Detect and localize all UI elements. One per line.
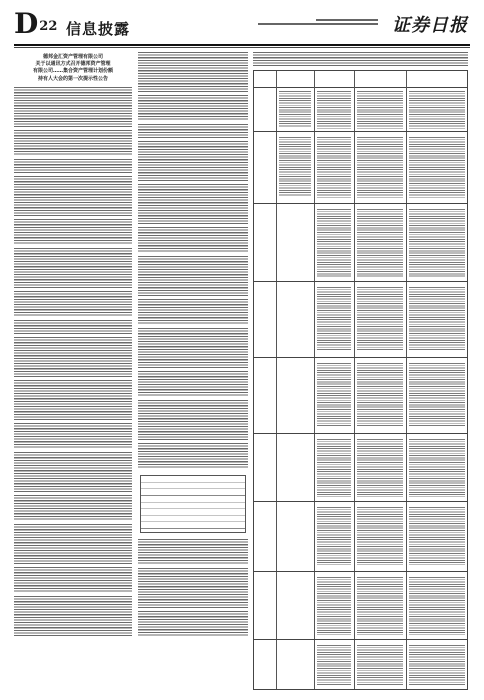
table-cell — [317, 209, 351, 277]
body-text — [138, 371, 248, 397]
table-cell — [409, 287, 465, 351]
embedded-table — [140, 475, 246, 533]
body-text — [14, 159, 132, 173]
headline-line: 持有人大会的第一次提示性公告 — [37, 75, 108, 82]
table-cell — [357, 137, 403, 199]
table-cell — [317, 507, 351, 565]
body-text — [138, 611, 248, 637]
headline-line: 德邦金汇资产管理有限公司 — [42, 54, 103, 60]
table-row — [254, 357, 467, 358]
masthead-rule — [14, 44, 470, 46]
table-row — [254, 131, 467, 132]
body-text — [138, 184, 248, 224]
table-cell — [317, 91, 351, 129]
body-text — [14, 524, 132, 564]
body-text — [138, 256, 248, 296]
body-text — [14, 320, 132, 334]
table-row — [254, 281, 467, 282]
table-cell — [317, 645, 351, 685]
table-column-divider — [314, 71, 315, 689]
article-column-2 — [138, 52, 248, 692]
table-cell — [317, 287, 351, 351]
body-text — [14, 567, 132, 593]
section-title: 信息披露 — [66, 20, 131, 38]
body-text — [138, 124, 248, 138]
article-headline — [14, 54, 132, 83]
body-text — [14, 87, 132, 127]
body-text — [14, 380, 132, 420]
body-text — [138, 227, 248, 253]
table-cell — [409, 209, 465, 277]
headline-line: 有限公司……集合资产管理计划份额 — [32, 68, 113, 75]
comparison-table — [253, 70, 468, 690]
table-cell — [409, 577, 465, 635]
body-text — [14, 337, 132, 377]
table-cell — [357, 439, 403, 497]
table-cell — [409, 363, 465, 427]
body-text — [138, 95, 248, 121]
table-cell — [357, 577, 403, 635]
body-text — [138, 52, 248, 92]
body-text — [138, 299, 248, 325]
table-cell — [409, 91, 465, 129]
body-text — [14, 423, 132, 449]
body-text — [253, 52, 468, 66]
newspaper-logo: 证券日报 — [392, 15, 468, 36]
table-cell — [409, 137, 465, 199]
article-column-1 — [14, 52, 132, 692]
body-text — [138, 141, 248, 181]
body-text — [138, 443, 248, 469]
body-text — [14, 596, 132, 636]
table-cell — [409, 645, 465, 685]
masthead-rule-thin — [14, 47, 470, 48]
body-text — [14, 176, 132, 216]
table-cell — [357, 91, 403, 129]
body-text — [14, 452, 132, 492]
table-cell — [409, 507, 465, 565]
headline-line: 关于以通讯方式召开德邦资产管理 — [35, 61, 111, 68]
table-cell — [279, 91, 311, 127]
table-column-divider — [406, 71, 407, 689]
table-cell — [357, 287, 403, 351]
comparison-table-column — [253, 52, 468, 692]
table-row — [254, 203, 467, 204]
table-row — [254, 571, 467, 572]
masthead-meta-lines — [258, 16, 378, 25]
table-cell — [279, 137, 311, 197]
table-cell — [409, 439, 465, 497]
masthead — [14, 8, 470, 42]
body-text — [14, 130, 132, 156]
page-number-digits: 22 — [39, 19, 58, 34]
body-text — [14, 219, 132, 245]
table-cell — [317, 137, 351, 199]
page-letter: D — [14, 7, 39, 40]
table-cell — [317, 363, 351, 427]
table-cell — [357, 507, 403, 565]
body-text — [14, 291, 132, 317]
body-text — [14, 495, 132, 521]
page-number — [14, 7, 58, 41]
table-column-divider — [276, 71, 277, 689]
body-text — [138, 400, 248, 440]
body-text — [138, 568, 248, 608]
table-row — [254, 639, 467, 640]
table-cell — [357, 209, 403, 277]
table-cell — [317, 439, 351, 497]
table-cell — [357, 645, 403, 685]
table-cell — [357, 363, 403, 427]
table-row — [254, 433, 467, 434]
body-text — [138, 328, 248, 368]
table-row — [254, 501, 467, 502]
body-text — [138, 539, 248, 565]
table-column-divider — [354, 71, 355, 689]
body-text — [14, 248, 132, 288]
table-cell — [317, 577, 351, 635]
table-header — [254, 71, 467, 88]
